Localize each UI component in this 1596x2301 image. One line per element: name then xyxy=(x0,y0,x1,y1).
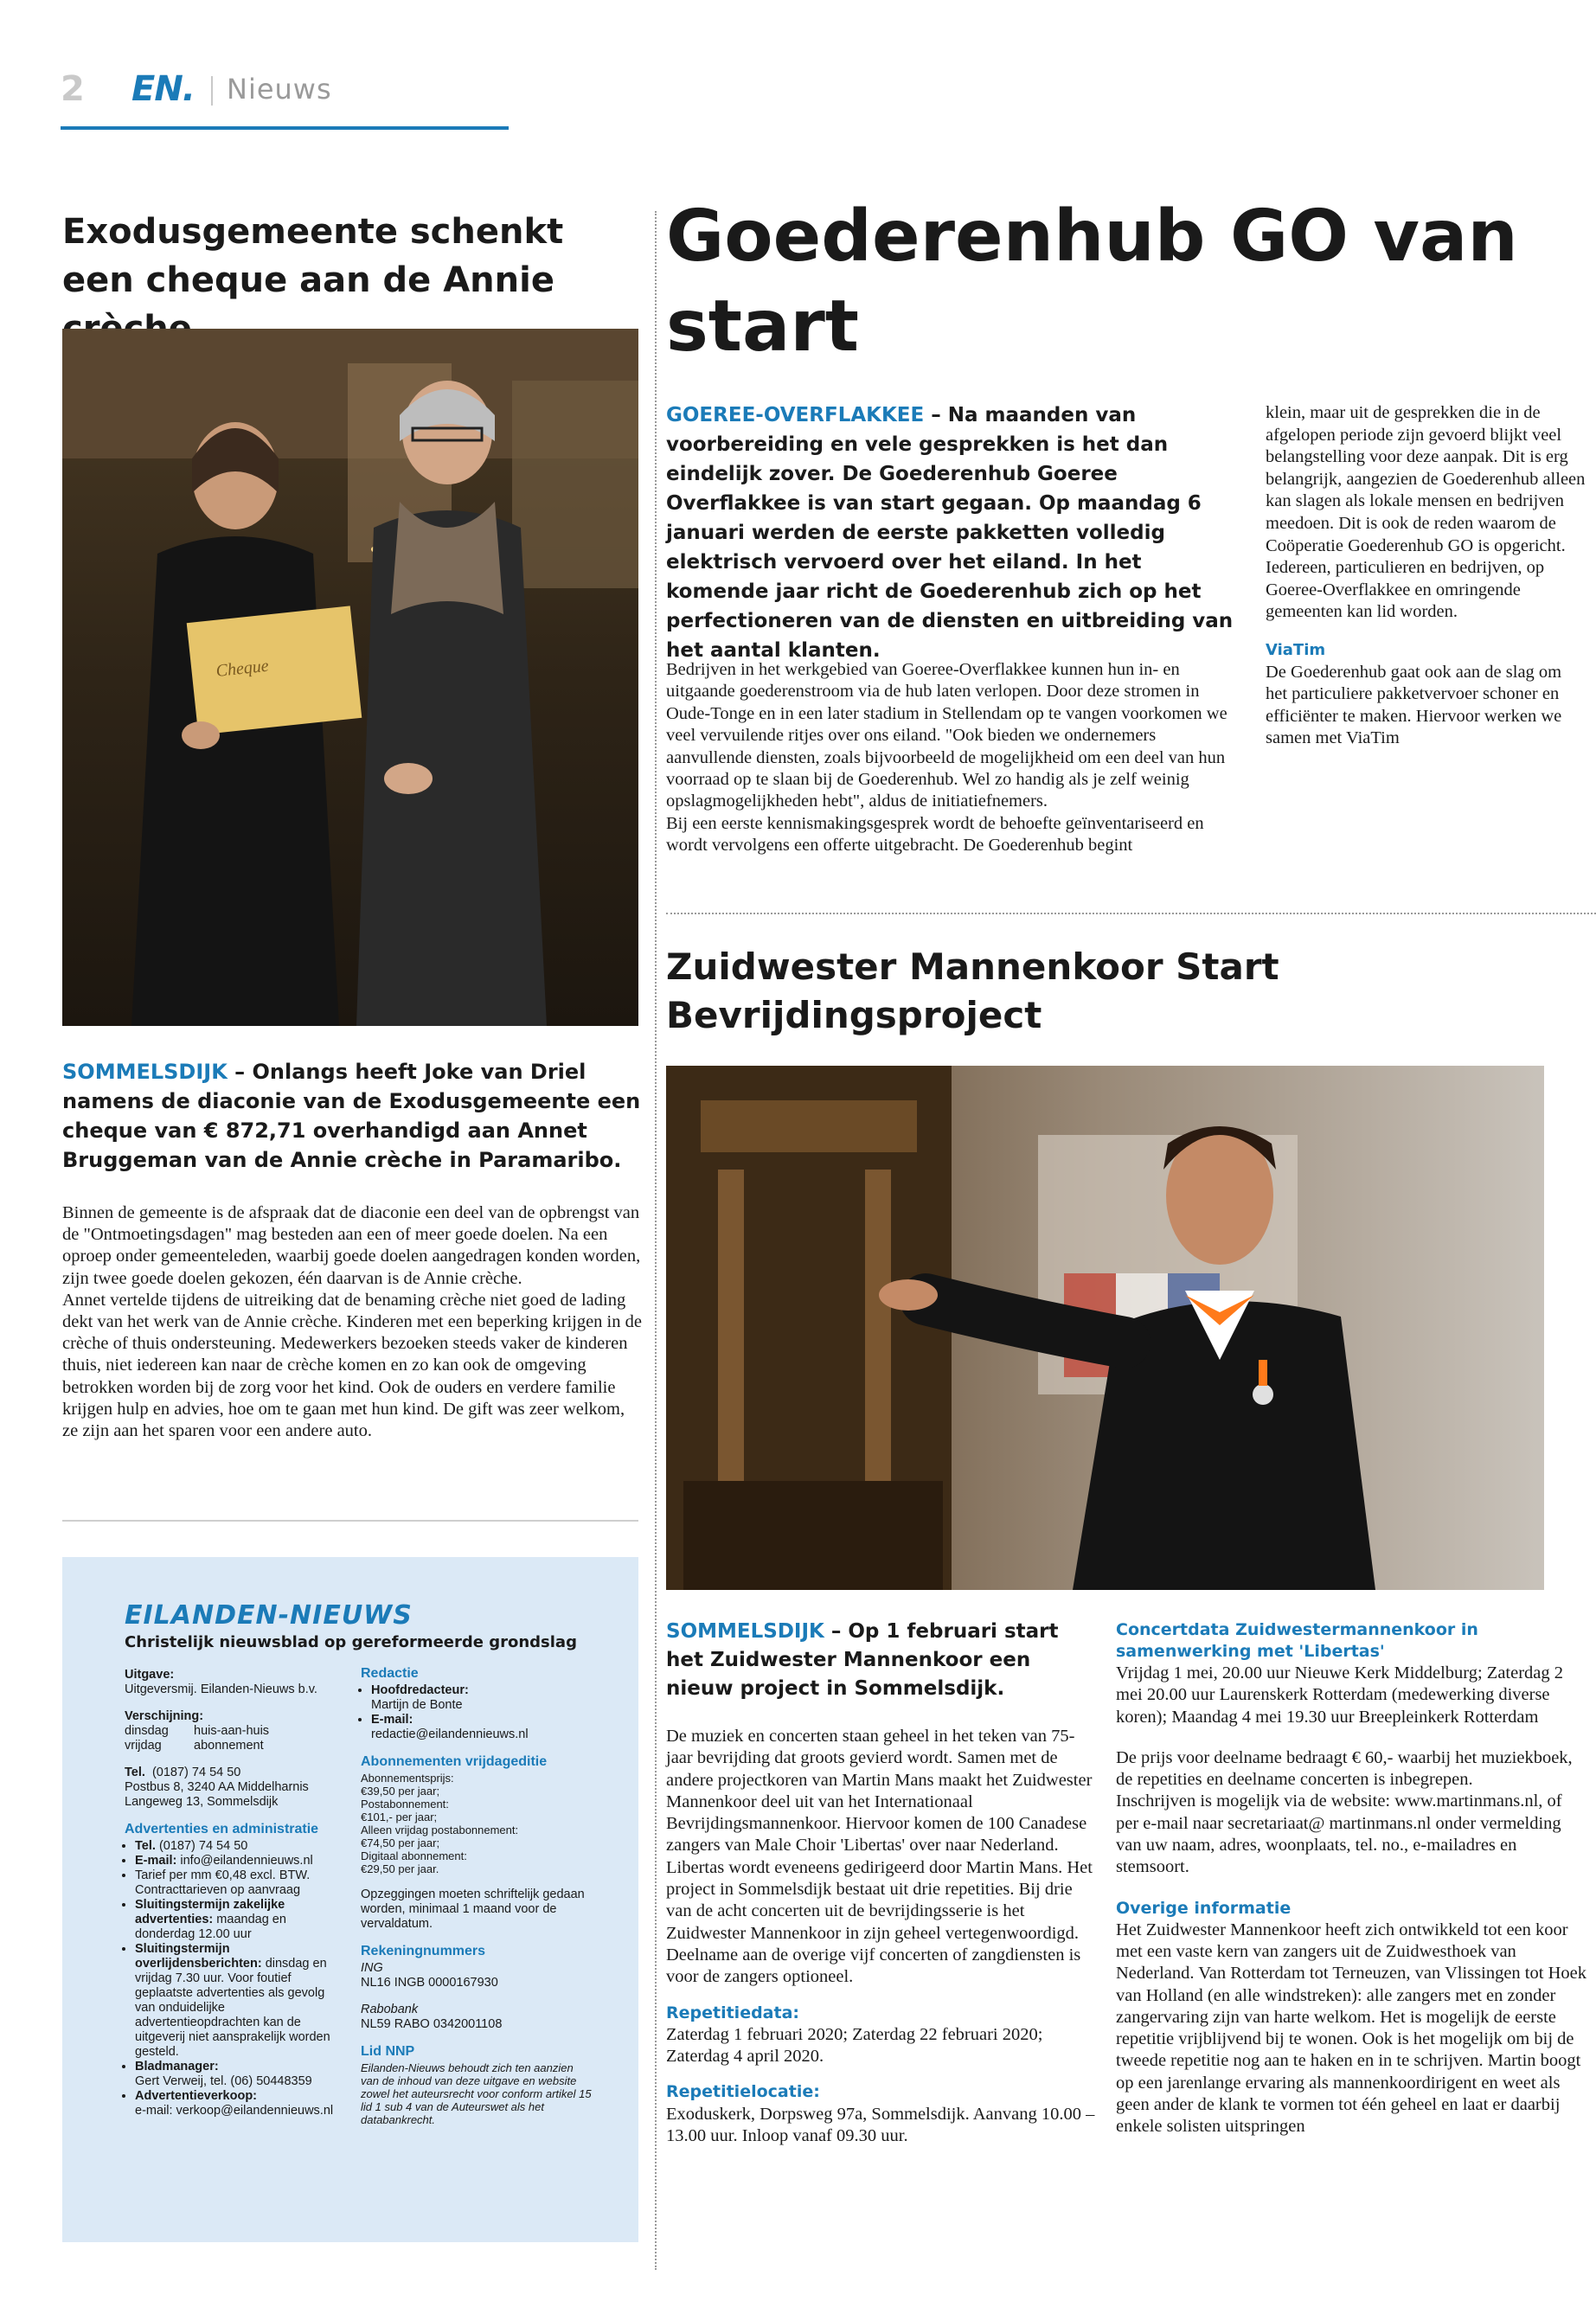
locatie-subheading: Repetitielocatie: xyxy=(666,2082,820,2102)
verschijning-label: Verschijning: xyxy=(125,1709,204,1723)
overige-text: Het Zuidwester Mannenkoor heeft zich ontwikkeld tot een koor met een vaste kern van zangers uit de Zuidwesthoek van Nederland. Van Rotterdam tot Terneuzen, van Vlissingen tot Hoek van Holland (en alle windstreken): alle zangers met en zonder zangervaring zijn van harte welkom. Het is mogelijk de eerste repetitie vrijblijvend bij te wonen. Ook is het mogelijk om bij de tweede repetitie nog aan te haken en in te schrijven. Martin boogt op een jarenlange ervaring als mannenkoordirigent en weet als geen ander de klank te vormen tot één geheel en laat er daarbij enkele solisten uitspringen xyxy=(1116,1920,1586,2137)
left-body-paragraph: Binnen de gemeente is de afspraak dat de diaconie een deel van de opbrengst van de "Ontmoetingsdagen" mag besteden aan een of meer goede doelen. Na een oproep onder gemeenteleden, waarbij goede doelen aangedragen konden worden, zijn twee goede doelen gekozen, één daarvan is de Annie crèche. xyxy=(62,1203,641,1288)
hub-lead-text: – Na maanden van voorbereiding en vele gesprekken is het dan eindelijk zover. De Goederenhub Goeree Overflakkee is van start gegaan. Op maandag 6 januari werden de eerste pakketten volledig elektrisch vervoerd over het eiland. In het komende jaar richt de Goederenhub zich op het perfectioneren van de diensten en uitbreiding van het aantal klanten. xyxy=(666,404,1234,662)
hub-article-column-2 xyxy=(1266,402,1587,750)
redactie-heading: Redactie xyxy=(361,1666,419,1681)
choir-lead-location: SOMMELSDIJK xyxy=(666,1620,824,1643)
left-lead-text: – Onlangs heeft Joke van Driel namens de diaconie van de Exodusgemeente een cheque van € 872,71 overhandigd aan Annet Bruggeman van de Annie crèche in Paramaribo. xyxy=(62,1060,641,1172)
choir-article-lead xyxy=(666,1618,1099,1703)
colophon-brand: EILANDEN-NIEUWS xyxy=(125,1600,413,1631)
hub-col2-paragraph: klein, maar uit de gesprekken die in de afgelopen periode zijn gevoerd blijkt veel belangstelling voor deze aanpak. Dit is erg belangrijk, aangezien de Goederenhub alleen kan slagen als lokale mensen en bedrijven meedoen. Dit is ook de reden waarom de Coöperatie Goederenhub GO is opgericht. Iedereen, particulieren en bedrijven, op Goeree-Overflakkee en omringende gemeenten kan lid worden. xyxy=(1266,403,1586,622)
page-number: 2 xyxy=(61,69,85,109)
tel-label: Tel. xyxy=(125,1766,145,1779)
repetitiedata-text: Zaterdag 1 februari 2020; Zaterdag 22 februari 2020; Zaterdag 4 april 2020. xyxy=(666,2024,1043,2067)
choir-article-body xyxy=(666,1726,1099,2147)
conductor-photo-illustration xyxy=(666,1066,1544,1590)
concertdata-subheading: Concertdata Zuidwestermannenkoor in samenwerking met 'Libertas' xyxy=(1116,1620,1478,1661)
conductor-photo xyxy=(666,1066,1544,1590)
prijs-text: De prijs voor deelname bedraagt € 60,- waarbij het muziekboek, de repetities en deelname concerten is inbegrepen. xyxy=(1116,1747,1573,1790)
abonnementen-prices: Abonnementsprijs: €39,50 per jaar; Postabonnement: €101,- per jaar; Alleen vrijdag postabonnement: €74,50 per jaar; Digitaal abonnement: €29,50 per jaar. xyxy=(361,1772,519,1875)
rekening-heading: Rekeningnummers xyxy=(361,1944,486,1958)
section-label: Nieuws xyxy=(227,73,332,106)
advverkoop-email: e-mail: verkoop@eilandennieuws.nl xyxy=(135,2104,334,2118)
en-logo: EN. xyxy=(131,69,195,109)
left-lead-location: SOMMELSDIJK xyxy=(62,1060,228,1084)
tel-value: (0187) 74 54 50 xyxy=(151,1766,241,1779)
article-divider-left xyxy=(62,1520,638,1522)
nnp-heading: Lid NNP xyxy=(361,2044,415,2059)
left-body-paragraph: Annet vertelde tijdens de uitreiking dat de benaming crèche niet goed de lading dekt van het werk van de Annie crèche. Kinderen met een beperking krijgen in de crèche of thuis ondersteuning. Medewerkers bezoeken steeds vaker de kinderen thuis, niet iedereen kan naar de crèche komen en zo kan ook de omgeving betrokken worden bij de zorg voor het kind. Ook de ouders en verdere familie krijgen hulp en advies, hoe om te gaan met hun kind. De gift was zeer welkom, ze zijn aan het sparen voor een andere auto. xyxy=(62,1290,642,1441)
ing-number: NL16 INGB 0000167930 xyxy=(361,1976,498,1990)
viatim-paragraph: De Goederenhub gaat ook aan de slag om het particuliere pakketvervoer schoner en efficiënter te maken. Hiervoor werken we samen met ViaTim xyxy=(1266,662,1562,748)
column-divider xyxy=(655,211,657,2270)
repetitiedata-subheading: Repetitiedata: xyxy=(666,2003,800,2022)
colophon-right-column: Redactie • Hoofdredacteur: Martijn de Bonte • E-mail: redactie@eilandennieuws.nl Abonnementen vrijdageditie Abonnementsprijs: €39,50 per jaar; Postabonnement: €101,- per jaar; Alleen vrijdag postabonnement: €74,50 per jaar; Digitaal abonnement: €29,50 per jaar. Opzeggingen moeten schriftelijk gedaan worden, minimaal 1 maand voor de vervaldatum. Rekeningnummers ING NL16 INGB 0000167930 Rabobank NL59 RABO 0342001108 Lid NNP Eilanden-Nieuws behoudt zich ten aanzien van de inhoud van deze uitgave en website zowel het auteursrecht voor conform artikel 15 lid 1 sub 4 van de Auteurswet als het databankrecht. xyxy=(361,1666,594,2126)
cheque-photo xyxy=(62,329,638,1026)
advertenties-heading: Advertenties en administratie xyxy=(125,1822,319,1836)
redactie-email: redactie@eilandennieuws.nl xyxy=(371,1727,529,1741)
uitgave-value: Uitgeversmij. Eilanden-Nieuws b.v. xyxy=(125,1682,317,1696)
inschrijven-text: Inschrijven is mogelijk via de website: www.martinmans.nl, of per e-mail naar secretariaat@ martinmans.nl onder vermelding van uw naam, adres, woonplaats, tel. no., e-mailadres en stemsoort. xyxy=(1116,1791,1562,1877)
left-article-lead xyxy=(62,1057,642,1175)
hub-body-paragraph: Bij een eerste kennismakingsgesprek wordt de behoefte geïnventariseerd en wordt vervolgens een offerte uitgebracht. De Goederenhub begint xyxy=(666,813,1204,856)
opzeg-note: Opzeggingen moeten schriftelijk gedaan worden, minimaal 1 maand voor de vervaldatum. xyxy=(361,1888,585,1931)
abonnementen-heading: Abonnementen vrijdageditie xyxy=(361,1754,548,1769)
verschijning-row: dinsdag huis-aan-huis xyxy=(125,1724,270,1738)
hub-body-paragraph: Bedrijven in het werkgebied van Goeree-Overflakkee kunnen hun in- en uitgaande goederenstroom via de hub laten verlopen. Door deze stromen in Oude-Tonge en in een later stadium in Stellendam op te vangen voorkomen we veel vervuilende ritjes over ons eiland. "Ook bieden we ondernemers aanvullende diensten, zoals bijvoorbeeld de mogelijkheid om een deel van hun voorraad op te slaan bij de Goederenhub. Wel zo handig als je zelf weinig opslagmogelijkheden hebt", aldus de initiatiefnemers. xyxy=(666,660,1227,811)
overige-subheading: Overige informatie xyxy=(1116,1898,1292,1918)
uitgave-label: Uitgave: xyxy=(125,1668,175,1682)
rabo-number: NL59 RABO 0342001108 xyxy=(361,2017,503,2031)
verschijning-row: vrijdag abonnement xyxy=(125,1739,264,1753)
hub-article-lead xyxy=(666,401,1237,665)
hub-article-headline: Goederenhub GO van start xyxy=(666,195,1518,368)
header-separator xyxy=(211,76,213,106)
hub-article-body xyxy=(666,659,1237,857)
cheque-photo-illustration xyxy=(62,329,638,1026)
locatie-text: Exoduskerk, Dorpsweg 97a, Sommelsdijk. Aanvang 10.00 – 13.00 uur. Inloop vanaf 09.30 uur. xyxy=(666,2104,1095,2146)
address-line: Postbus 8, 3240 AA Middelharnis xyxy=(125,1780,309,1794)
concertdata-text: Vrijdag 1 mei, 20.00 uur Nieuwe Kerk Middelburg; Zaterdag 2 mei 20.00 uur Laurenskerk Rotterdam (medewerking diverse koren); Maandag 4 mei 19.30 uur Breepleinkerk Rotterdam xyxy=(1116,1663,1564,1727)
colophon-tagline: Christelijk nieuwsblad op gereformeerde grondslag xyxy=(125,1633,577,1651)
viatim-subheading: ViaTim xyxy=(1266,640,1326,659)
choir-body-paragraph: De muziek en concerten staan geheel in het teken van 75-jaar bevrijding dat groots gevierd wordt. Samen met de andere projectkoren van Martin Mans maakt het Zuidwester Mannenkoor deel uit van het Internationaal Bevrijdingsmannenkoor. Hiervoor komen de 100 Canadese zangers van Male Choir 'Libertas' over naar Nederland. Libertas wordt eveneens gedirigeerd door Martin Mans. Het project in Sommelsdijk bestaat uit drie repetities. Bij drie van de acht concerten uit de bevrijdingsserie is het Zuidwester Mannenkoor in zijn geheel vertegenwoordigd. Deelname aan de overige vijf concerten of zangdiensten is voor de zangers optioneel. xyxy=(666,1727,1093,1987)
colophon-box xyxy=(62,1557,638,2242)
left-article-headline: Exodusgemeente schenkt een cheque aan de Annie xyxy=(62,212,564,300)
cheque-label: Cheque xyxy=(215,656,270,681)
article-divider-right xyxy=(666,913,1596,914)
hub-lead-location: GOEREE-OVERFLAKKEE xyxy=(666,404,925,426)
redactie-list: • Hoofdredacteur: Martijn de Bonte • E-mail: redactie@eilandennieuws.nl xyxy=(361,1683,594,1742)
adv-email: info@eilandennieuws.nl xyxy=(180,1854,313,1868)
address-line: Langeweg 13, Sommelsdijk xyxy=(125,1795,279,1809)
choir-lead-text: – Op 1 februari start het Zuidwester Mannenkoor een nieuw project in Sommelsdijk. xyxy=(666,1620,1059,1700)
left-article-body xyxy=(62,1202,642,1442)
choir-article-column-2 xyxy=(1116,1619,1587,2138)
choir-article-headline: Zuidwester Mannenkoor Start Bevrijdingsproject xyxy=(666,945,1279,1036)
advertenties-list: • Tel. (0187) 74 54 50 • E-mail: info@eilandennieuws.nl • Tarief per mm €0,48 excl. BTW. Contracttarieven op aanvraag • Sluitingstermijn zakelijke advertenties: maandag en donderdag 12.00 uur • Sluitingstermijn overlijdensberichten: dinsdag en vrijdag 7.30 uur. Voor foutief geplaatste advertenties als gevolg van onduidelijke advertentieopdrachten kan de uitgeverij niet aansprakelijk worden gesteld. • Bladmanager: Gert Verweij, tel. (06) 50448359 • Advertentieverkoop: e-mail: verkoop@eilandennieuws.nl xyxy=(125,1839,341,2118)
colophon-left-column xyxy=(125,1668,341,2118)
header-rule xyxy=(61,126,509,130)
colophon-disclaimer: Eilanden-Nieuws behoudt zich ten aanzien van de inhoud van deze uitgave en website zowel het auteursrecht voor conform artikel 15 lid 1 sub 4 van de Auteurswet als het databankrecht. xyxy=(361,2061,592,2126)
